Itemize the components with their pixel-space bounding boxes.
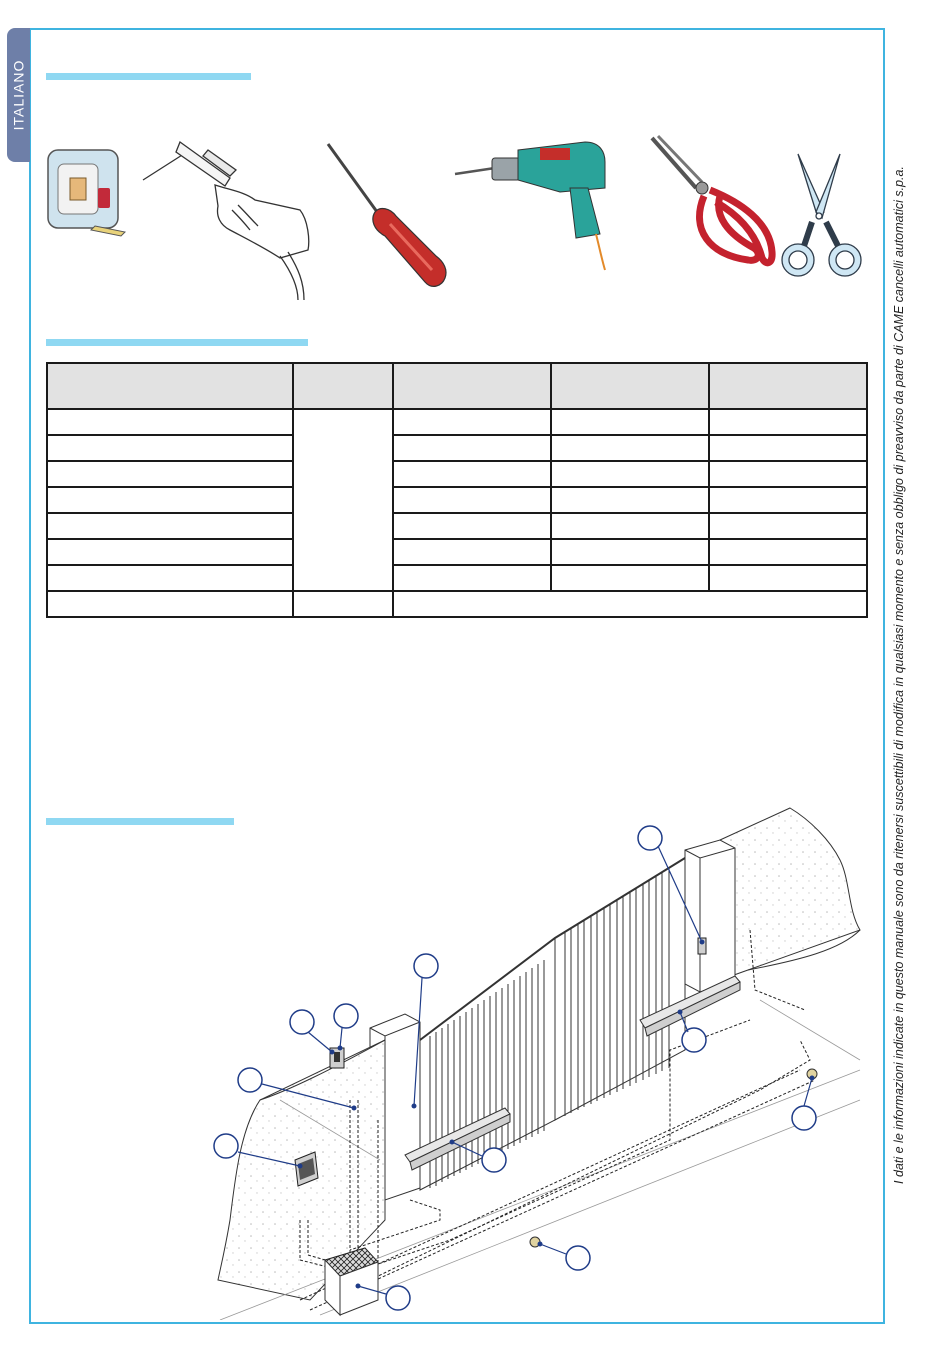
table-header-row [47, 363, 867, 409]
soldering-iron-icon [143, 142, 309, 300]
section-bar-specs [46, 339, 308, 346]
table-row [47, 591, 867, 617]
header-cell [551, 363, 709, 409]
table-row [47, 487, 867, 513]
tools-illustration [40, 130, 870, 305]
scissors-icon [782, 154, 861, 276]
table-row [47, 409, 867, 435]
table-row [47, 435, 867, 461]
header-cell [293, 363, 393, 409]
table-row [47, 461, 867, 487]
electric-drill-icon [455, 142, 605, 270]
table-row [47, 539, 867, 565]
header-cell [709, 363, 867, 409]
table-row [47, 513, 867, 539]
header-cell [393, 363, 551, 409]
tape-measure-icon [48, 150, 125, 236]
header-cell [47, 363, 293, 409]
specifications-table [46, 362, 868, 618]
table-row [47, 565, 867, 591]
junction-box-icon [325, 1248, 378, 1315]
screwdriver-icon [328, 144, 446, 286]
pliers-icon [652, 136, 772, 263]
language-tab [7, 28, 30, 162]
disclaimer-note: I dati e le informazioni indicate in questo manuale sono da ritenersi suscettibili di modifica in qualsiasi momento e senza obbligo di preavviso da parte di CAME cancelli automatici s.p.a. [892, 166, 906, 1184]
section-bar-tools [46, 73, 251, 80]
installation-drawing [200, 800, 870, 1320]
language-label: ITALIANO [10, 59, 27, 131]
